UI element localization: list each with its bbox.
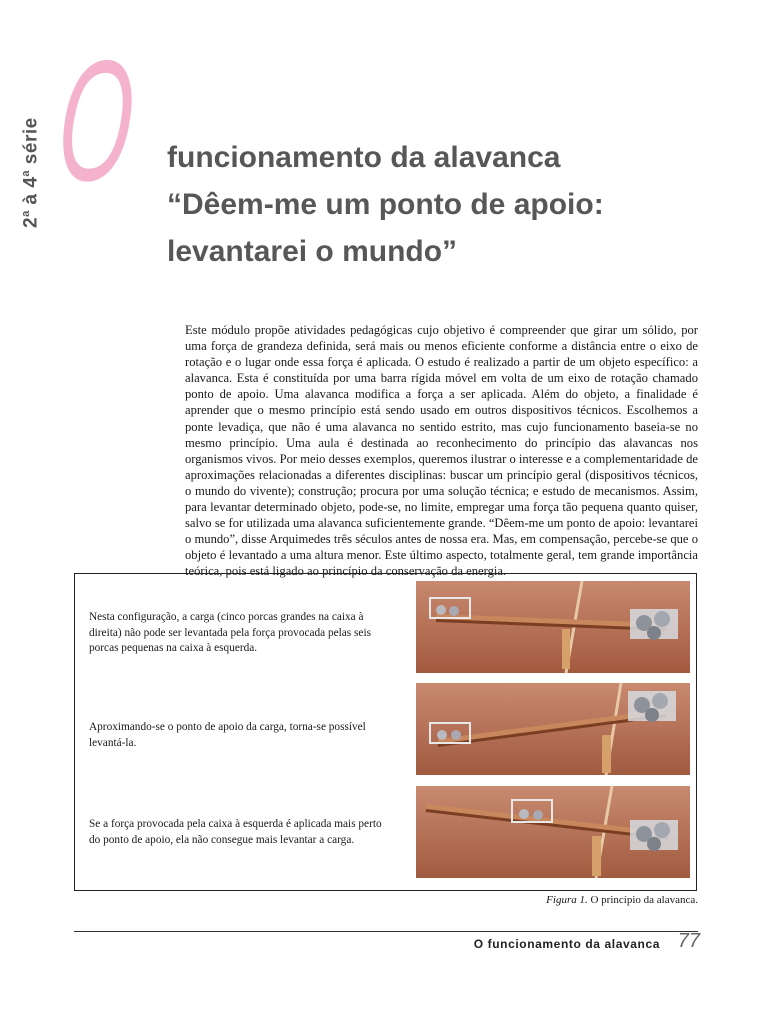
figure-caption-3: Se a força provocada pela caixa à esquerda é aplicada mais perto do ponto de apoio, ela não consegue mais levantar a carga. bbox=[89, 818, 382, 846]
intro-paragraph: Este módulo propõe atividades pedagógicas cujo objetivo é compreender que girar um sólido, por uma força de grandeza definida, será mais ou menos eficiente conforme a distância entre o eixo de rotação e o lugar onde essa força é aplicada. O estudo é realizado a partir de um objeto específico: a alavanca. Esta é constituída por uma barra rígida móvel em volta de um eixo de rotação chamado ponto de apoio. Uma alavanca modifica a força a ser aplicada. Além do objeto, a finalidade é aprender que o mesmo princípio está sendo usado em outros dispositivos técnicos. Escolhemos a ponte levadiça, que não é uma alavanca no sentido estrito, mas cujo funcionamento baseia-se no mesmo princípio. Uma aula é destinada ao reconhecimento do princípio das alavancas nos organismos vivos. Por meio desses exemplos, queremos ilustrar o interesse e a complementaridade de aproximações relacionadas a diferentes disciplinas: buscar um princípio geral (dispositivos técnicos, o mundo do vivente); construção; procura por uma solução técnica; e estudo de mecanismos. Assim, para levantar determinado objeto, pode-se, no limite, empregar uma força tão pequena quanto quiser, salvo se for utilizada uma alavanca suficientemente grande. “Dêem-me um ponto de apoio: levantarei o mundo”, disse Arquimedes três séculos antes de nossa era. Mas, em compensação, percebe-se que o objeto é levantado a uma altura menor. Este último aspecto, totalmente geral, tem grande importância teórica, pois está ligado ao princípio da conservação da energia. bbox=[185, 323, 698, 579]
title-line-2: “Dêem-me um ponto de apoio: bbox=[167, 188, 604, 221]
figure-caption-1: Nesta configuração, a carga (cinco porcas grandes na caixa à direita) não pode ser levantada pela força provocada pelas seis porcas pequenas na caixa à esquerda. bbox=[89, 611, 371, 654]
title-initial: O bbox=[51, 25, 141, 217]
lever-photo-3 bbox=[416, 786, 690, 878]
page-title bbox=[167, 134, 747, 275]
series-label: 2$^a$ à 4$^a$ série bbox=[20, 117, 42, 228]
title-line-3: levantarei o mundo” bbox=[167, 235, 458, 268]
footer-title: O funcionamento da alavanca bbox=[473, 937, 660, 951]
figure-caption-text: O princípio da alavanca. bbox=[587, 894, 698, 906]
figure-label: Figura 1. bbox=[546, 894, 588, 906]
lever-photo-2 bbox=[416, 683, 690, 775]
title-line-1: funcionamento da alavanca bbox=[167, 141, 561, 174]
page-number: 77 bbox=[677, 930, 700, 952]
figure-box bbox=[74, 573, 697, 891]
footer-rule bbox=[74, 931, 698, 932]
lever-photo-1 bbox=[416, 581, 690, 673]
figure-caption bbox=[546, 894, 698, 906]
figure-caption-2: Aproximando-se o ponto de apoio da carga, torna-se possível levantá-la. bbox=[89, 721, 366, 749]
